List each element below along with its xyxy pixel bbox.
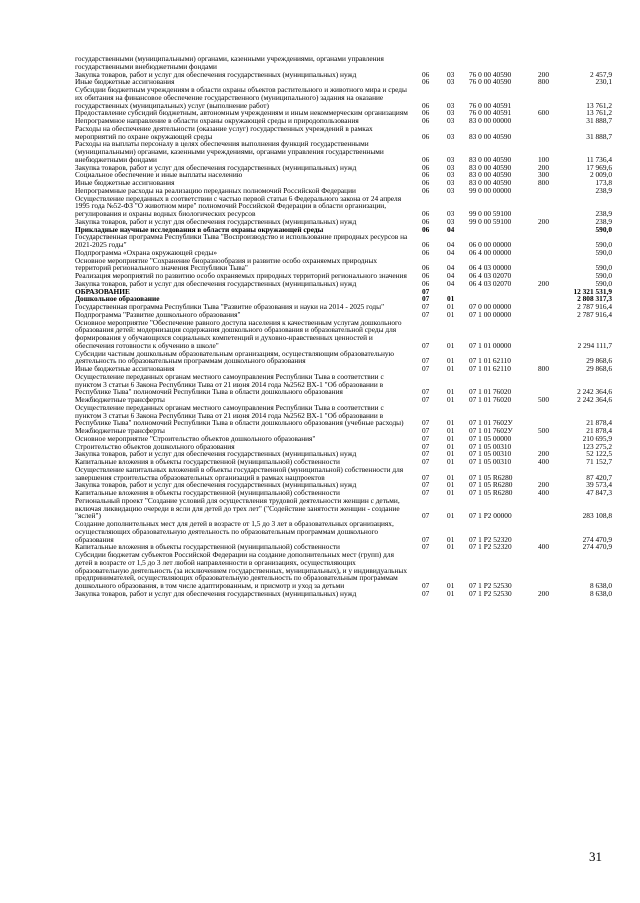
target-article-code: 07 1 P2 52530 [469,581,512,590]
amount: 17 969,6 [586,162,612,172]
row-description: Основное мероприятие "Строительство объектов дошкольного образования" [75,433,316,443]
table-row [75,590,620,598]
amount: 52 122,5 [586,449,612,459]
target-article-code: 07 1 01 62110 [469,364,511,373]
amount: 590,0 [595,240,612,249]
amount: 590,0 [595,271,612,280]
section-code: 06 [422,170,430,180]
target-article-code: 07 1 P2 52320 [469,542,512,552]
row-description: Закупка товаров, работ и услуг для обеспечения государственных (муниципальных) нужд [75,449,357,459]
target-article-code: 06 0 00 00000 [469,240,512,249]
section-code: 07 [422,356,430,366]
table-row [75,140,620,163]
subsection-code: 03 [447,116,455,125]
expense-type-code: 400 [538,457,550,466]
section-code: 07 [422,418,430,428]
row-description: Государственная программа Республики Тыва "Развитие образования и науки на 2014 - 2025 годы" [75,302,385,311]
section-code: 07 [422,309,430,319]
amount: 8 638,0 [589,581,612,590]
row-description: Капитальные вложения в объекты государственной (муниципальной) собственности [75,457,340,466]
row-description: Основное мероприятие "Обеспечение равного доступа населения к качественным услугам дошкольного образования детей: модернизация содержания дошкольного образования и образовательной среды для формирования у обучающихся социальных компетенций и духовно-нравственных ценностей и обеспечения готовности к обучению в школе" [75,317,402,350]
section-code: 06 [422,185,430,195]
subsection-code: 03 [447,216,455,226]
table-row [75,551,620,590]
subsection-code: 01 [447,457,455,466]
target-article-code: 83 0 00 40590 [469,178,512,187]
target-article-code: 83 0 00 40590 [469,162,512,172]
section-code: 06 [422,240,430,249]
row-description: Субсидии бюджетным учреждениям в области охраны объектов растительного и животного мира и среды их обитания на финансовое обеспечение государственного (муниципального) задания на оказание государственных (муниципальных) услуг (выполнение работ) [75,85,407,110]
target-article-code: 99 0 00 59100 [469,216,512,226]
expense-type-code: 800 [538,178,550,187]
target-article-code: 76 0 00 40591 [469,108,512,118]
section-code: 07 [422,433,430,443]
amount: 283 108,8 [582,511,612,521]
table-row [75,373,620,396]
target-article-code: 07 1 01 00000 [469,340,512,350]
target-article-code: 83 0 00 40590 [469,154,512,164]
section-code: 07 [422,457,430,466]
row-description: Иные бюджетные ассигнования [75,77,175,87]
target-article-code: 99 0 00 00000 [469,185,512,195]
expense-type-code: 800 [538,77,550,87]
section-code: 06 [422,178,430,187]
section-code: 07 [422,449,430,459]
subsection-code: 03 [447,154,455,164]
subsection-code: 03 [447,178,455,187]
row-description: Закупка товаров, работ и услуг для обеспечения государственных (муниципальных) нужд [75,278,357,288]
subsection-code: 03 [447,108,455,118]
subsection-code: 01 [447,472,455,482]
row-description: ОБРАЗОВАНИЕ [75,286,130,296]
amount: 173,8 [595,178,612,187]
row-description: Государственная программа Республики Тыва "Воспроизводство и использование природных ресурсов на 2021-2025 годы" [75,232,408,249]
row-description: Региональный проект "Создание условий для осуществления трудовой деятельности женщин с детьми, включая ликвидацию очереди в ясли для детей до трех лет" ("Содействие занятости женщин - создание "яслей") [75,495,400,521]
amount: 31 888,7 [586,131,612,141]
subsection-code: 01 [447,449,455,459]
section-code: 07 [422,395,430,404]
subsection-code: 03 [447,170,455,180]
row-description: Дошкольное образование [75,294,160,304]
amount: 2 009,0 [589,170,612,180]
row-description: Капитальные вложения в объекты государственной (муниципальной) собственности [75,542,340,552]
subsection-code: 01 [447,302,455,311]
amount: 47 847,3 [586,488,612,497]
amount: 238,9 [595,185,612,195]
subsection-code: 01 [447,588,455,598]
subsection-code: 01 [447,294,455,304]
section-code: 07 [422,511,430,521]
page-number: 31 [589,849,602,864]
amount: 590,0 [595,278,612,288]
table-row [75,55,620,71]
row-description: Осуществление переданных органам местного самоуправления Республики Тыва в соответствии с пунктом 3 статьи 6 Закона Республики Тыва от 21 июня 2014 года №2562 ВХ-1 "Об образовании в Республике Тыва" полномочий Республики Тыва в области дошкольного образования (учебные расходы) [75,402,404,428]
section-code: 07 [422,588,430,598]
row-description: Закупка товаров, работ и услуг для обеспечения государственных (муниципальных) нужд [75,588,357,598]
section-code: 06 [422,247,430,257]
subsection-code: 03 [447,69,455,79]
section-code: 07 [422,302,430,311]
subsection-code: 01 [447,356,455,366]
amount: 274 470,9 [582,534,612,544]
section-code: 06 [422,100,430,110]
target-article-code: 07 1 01 76020 [469,395,512,404]
row-description: Межбюджетные трансферты [75,426,165,435]
section-code: 07 [422,534,430,544]
row-description: Субсидии частным дошкольным образовательным организациям, осуществляющим образовательную деятельность по образовательным программам дошкольного образования [75,348,395,366]
amount: 71 152,7 [586,457,612,466]
subsection-code: 04 [447,271,455,280]
expense-type-code: 200 [538,449,550,459]
section-code: 06 [422,278,430,288]
table-row [75,233,620,249]
subsection-code: 01 [447,511,455,521]
amount: 2 242 364,6 [577,387,612,397]
amount: 2 787 916,4 [577,302,612,311]
target-article-code: 07 1 01 7602У [469,426,513,435]
subsection-code: 03 [447,209,455,218]
amount: 123 275,2 [582,441,612,451]
row-description: Иные бюджетные ассигнования [75,364,175,373]
section-code: 07 [422,286,430,296]
subsection-code: 01 [447,340,455,350]
row-description: Непрограммное направление в области охраны окружающей среды и природопользования [75,116,359,125]
target-article-code: 07 1 P2 00000 [469,511,512,521]
expense-type-code: 200 [538,588,550,598]
expense-type-code: 200 [538,480,550,490]
row-description: Осуществление переданных органам местного самоуправления Республики Тыва в соответствии с пунктом 3 статьи 6 Закона Республики Тыва от 21 июня 2014 года №2562 ВХ-1 "Об образовании в Республике Тыва" полномочий Республики Тыва в области дошкольного образования [75,371,384,397]
target-article-code: 07 1 01 62110 [469,356,511,366]
amount: 2 242 364,6 [577,395,612,404]
section-code: 07 [422,542,430,552]
target-article-code: 06 4 00 00000 [469,247,512,257]
row-description: Межбюджетные трансферты [75,395,165,404]
expense-type-code: 400 [538,488,550,497]
expense-type-code: 800 [538,364,550,373]
row-description: Создание дополнительных мест для детей в возрасте от 1,5 до 3 лет в образовательных организациях, осуществляющих образовательную деятельность по образовательным программам дошкольного образования [75,519,394,544]
row-description: Подпрограмма "Развитие дошкольного образования" [75,309,241,319]
row-description: Основное мероприятие "Сохранение биоразнообразия и развитие особо охраняемых природных территорий регионального значения Республики Тыва" [75,255,378,273]
expense-type-code: 400 [538,542,550,552]
amount: 87 420,7 [586,472,612,482]
subsection-code: 01 [447,309,455,319]
row-description: Закупка товаров, работ и услуг для обеспечения государственных (муниципальных) нужд [75,162,357,172]
expense-type-code: 600 [538,108,550,118]
expense-type-code: 200 [538,162,550,172]
subsection-code: 04 [447,247,455,257]
section-code: 07 [422,472,430,482]
subsection-code: 01 [447,542,455,552]
amount: 21 878,4 [586,418,612,428]
amount: 210 695,9 [582,433,612,443]
section-code: 07 [422,364,430,373]
target-article-code: 06 4 03 02070 [469,271,512,280]
amount: 29 868,6 [586,364,612,373]
subsection-code: 01 [447,581,455,590]
expense-type-code: 300 [538,170,550,180]
section-code: 06 [422,209,430,218]
row-description: Прикладные научные исследования в области охраны окружающей среды [75,224,324,234]
target-article-code: 76 0 00 40590 [469,69,512,79]
target-article-code: 06 4 03 02070 [469,278,512,288]
amount: 11 736,4 [586,154,612,164]
subsection-code: 01 [447,488,455,497]
section-code: 06 [422,116,430,125]
target-article-code: 83 0 00 40590 [469,170,512,180]
amount: 31 888,7 [586,116,612,125]
row-description: Закупка товаров, работ и услуг для обеспечения государственных (муниципальных) нужд [75,69,357,79]
amount: 12 321 531,9 [573,286,612,296]
subsection-code: 04 [447,278,455,288]
table-row [75,497,620,520]
expense-type-code: 100 [538,154,550,164]
subsection-code: 03 [447,77,455,87]
target-article-code: 07 1 P2 52320 [469,534,512,544]
target-article-code: 06 4 03 00000 [469,263,512,273]
amount: 230,1 [595,77,612,87]
section-code: 07 [422,441,430,451]
amount: 2 787 916,4 [577,309,612,319]
subsection-code: 01 [447,387,455,397]
amount: 13 761,2 [586,108,612,118]
row-description: Субсидии бюджетам субъектов Российской Федерации на создание дополнительных мест (групп) для детей в возрасте от 1,5 до 3 лет любой направленности в организациях, осуществляющих образовательную деятельность (за исключением государственных, муниципальных), и у индивидуальных предпринимателей, осуществляющих образовательную деятельность по образовательным программам дошкольного образования, в том числе адаптированным, и присмотр и уход за детьми [75,550,407,590]
amount: 8 638,0 [589,588,612,598]
target-article-code: 83 0 00 00000 [469,116,512,125]
subsection-code: 01 [447,426,455,435]
subsection-code: 01 [447,441,455,451]
target-article-code: 07 1 P2 52530 [469,588,512,598]
subsection-code: 01 [447,534,455,544]
subsection-code: 04 [447,263,455,273]
target-article-code: 07 1 05 00310 [469,457,512,466]
section-code: 07 [422,294,430,304]
section-code: 06 [422,263,430,273]
target-article-code: 76 0 00 40590 [469,77,512,87]
expense-type-code: 200 [538,216,550,226]
target-article-code: 83 0 00 40590 [469,131,512,141]
amount: 2 808 317,3 [577,294,612,304]
section-code: 06 [422,77,430,87]
subsection-code: 03 [447,185,455,195]
table-row [75,86,620,109]
amount: 2 457,9 [589,69,612,79]
budget-table [75,55,620,598]
row-description: Осуществление капитальных вложений в объекты государственной (муниципальной) собственности для завершения строительства образовательных организаций в рамках нацпроектов [75,464,404,482]
section-code: 06 [422,162,430,172]
row-description: Закупка товаров, работ и услуг для обеспечения государственных (муниципальных) нужд [75,216,357,226]
target-article-code: 07 1 05 R6280 [469,480,513,490]
table-row [75,404,620,427]
amount: 39 573,4 [586,480,612,490]
expense-type-code: 500 [538,426,550,435]
amount: 29 868,6 [586,356,612,366]
amount: 274 470,9 [582,542,612,552]
section-code: 06 [422,224,430,234]
subsection-code: 03 [447,131,455,141]
target-article-code: 07 1 00 00000 [469,309,512,319]
section-code: 06 [422,154,430,164]
section-code: 06 [422,216,430,226]
subsection-code: 04 [447,240,455,249]
target-article-code: 07 1 05 00310 [469,449,512,459]
table-row [75,350,620,366]
row-description: Закупка товаров, работ и услуг для обеспечения государственных (муниципальных) нужд [75,480,357,490]
expense-type-code: 200 [538,278,550,288]
table-row [75,195,620,218]
section-code: 06 [422,131,430,141]
subsection-code: 01 [447,364,455,373]
target-article-code: 76 0 00 40591 [469,100,512,110]
target-article-code: 07 0 00 00000 [469,302,512,311]
section-code: 07 [422,387,430,397]
amount: 238,9 [595,209,612,218]
target-article-code: 07 1 05 R6280 [469,488,513,497]
target-article-code: 07 1 05 00310 [469,441,512,451]
section-code: 07 [422,488,430,497]
target-article-code: 07 1 01 7602У [469,418,513,428]
expense-type-code: 200 [538,69,550,79]
row-description: Расходы на обеспечение деятельности (оказание услуг) государственных учреждений в рамках мероприятий по охране окружающей среды [75,123,373,141]
amount: 21 878,4 [586,426,612,435]
subsection-code: 01 [447,418,455,428]
table-row [75,520,620,543]
row-description: Реализация мероприятий по развитию особо охраняемых природных территорий регионального значения [75,271,407,280]
amount: 590,0 [595,263,612,273]
subsection-code: 04 [447,224,455,234]
row-description: Иные бюджетные ассигнования [75,178,175,187]
row-description: Капитальные вложения в объекты государственной (муниципальной) собственности [75,488,340,497]
section-code: 06 [422,271,430,280]
section-code: 07 [422,480,430,490]
row-description: Расходы на выплаты персоналу в целях обеспечения выполнения функций государственными (муниципальными) органами, казенными учреждениями, органами управления государственными внебюджетными фондами [75,139,384,164]
row-description: Осуществление переданных в соответствии с частью первой статьи 6 Федерального закона от 24 апреля 1995 года №52-ФЗ "О животном мире" полномочий Российской Федерации в области организации, регулирования и охраны водных биологических ресурсов [75,193,402,218]
target-article-code: 99 0 00 59100 [469,209,512,218]
row-description: государственными (муниципальными) органами, казенными учреждениями, органами управления государственными внебюджетными фондами [75,54,384,71]
amount: 238,9 [595,216,612,226]
amount: 2 294 111,7 [577,340,612,350]
target-article-code: 07 1 05 R6280 [469,472,513,482]
table-row [75,257,620,273]
row-description: Непрограммные расходы на реализацию переданных полномочий Российской Федерации [75,185,356,195]
subsection-code: 03 [447,100,455,110]
subsection-code: 03 [447,162,455,172]
subsection-code: 01 [447,433,455,443]
section-code: 07 [422,426,430,435]
row-description: Социальное обеспечение и иные выплаты населению [75,170,243,180]
subsection-code: 01 [447,480,455,490]
table-row [75,280,620,288]
amount: 13 761,2 [586,100,612,110]
subsection-code: 01 [447,395,455,404]
section-code: 07 [422,581,430,590]
section-code: 06 [422,69,430,79]
section-code: 06 [422,108,430,118]
row-description: Подпрограмма «Охрана окружающей среды» [75,247,217,257]
target-article-code: 07 1 05 00000 [469,433,512,443]
table-row [75,466,620,482]
row-description: Предоставление субсидий бюджетным, автономным учреждениям и иным некоммерческим организациям [75,108,408,118]
amount: 590,0 [595,224,612,234]
table-row [75,125,620,141]
table-row [75,319,620,350]
amount: 590,0 [595,247,612,257]
expense-type-code: 500 [538,395,550,404]
target-article-code: 07 1 01 76020 [469,387,512,397]
section-code: 07 [422,340,430,350]
row-description: Строительство объектов дошкольного образования [75,441,235,451]
